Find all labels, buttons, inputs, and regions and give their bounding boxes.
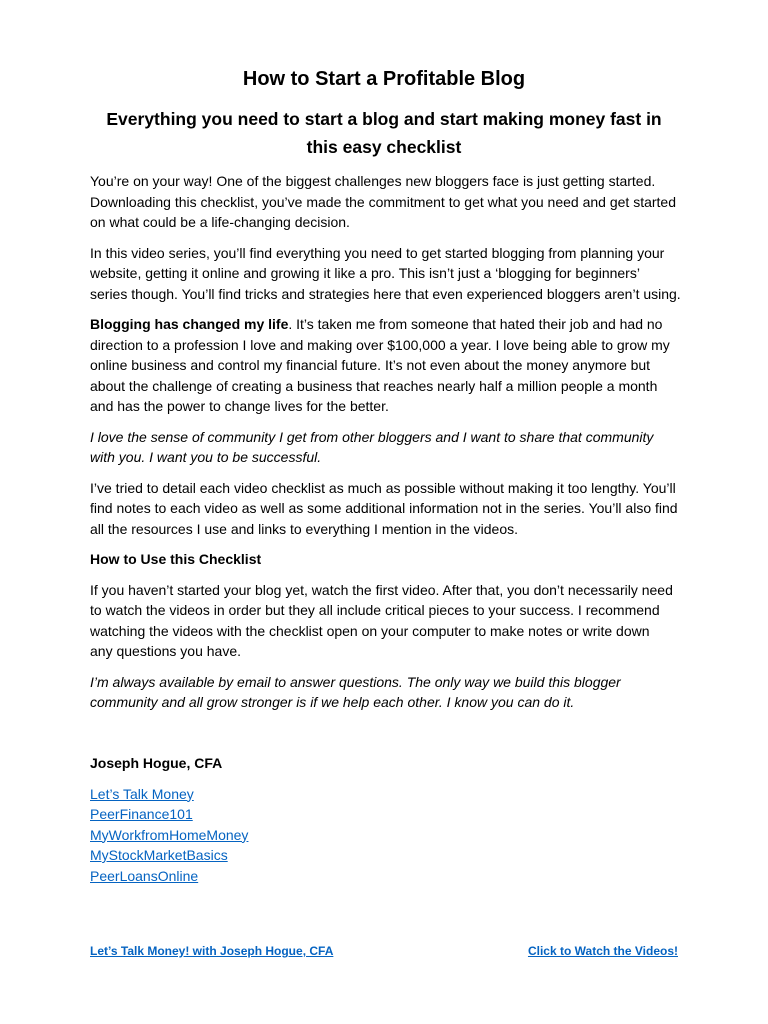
website-link-lets-talk-money[interactable]: Let’s Talk Money (90, 785, 194, 802)
intro-paragraph (90, 171, 690, 233)
subtitle-line: Everything you need to start a blog and start making money fast in (106, 109, 662, 129)
watch-videos-link[interactable]: Click to Watch the Videos! (527, 944, 678, 958)
intro-line: Downloading this checklist, you’ve made the commitment to get what you need and get started (90, 193, 676, 210)
website-link-item (90, 845, 690, 866)
community-line: I love the sense of community I get from other bloggers and I want to share that community (90, 428, 654, 445)
community-paragraph (90, 427, 690, 468)
howto-line: any questions you have. (90, 643, 241, 659)
website-links (90, 784, 690, 887)
subtitle-line: this easy checklist (306, 137, 462, 157)
story-line: online business and control my financial future. It’s not even about the money anymore but (90, 357, 651, 373)
howto-line: to watch the videos in order but they all include critical pieces to your success. I recommend (90, 602, 660, 618)
story-lead-rest: . It’s taken me from someone that hated their job and had no (288, 316, 663, 332)
series-line: In this video series, you’ll find everything you need to get started blogging from planning your (90, 244, 665, 261)
website-link-myworkfromhomemoney[interactable]: MyWorkfromHomeMoney (90, 826, 249, 843)
series-line: website, getting it online and growing it like a pro. This isn’t just a ‘blogging for beginners’ (90, 265, 640, 281)
website-link-peerfinance101[interactable]: PeerFinance101 (90, 806, 193, 822)
footer-lets-talk-money-link[interactable]: Let’s Talk Money! with Joseph Hogue, CFA (90, 944, 334, 958)
website-link-item (90, 825, 690, 846)
story-paragraph (90, 314, 690, 417)
closing-line: community and all grow stronger is if we help each other. I know you can do it. (90, 694, 575, 710)
details-line: find notes to each video as well as some additional information not in the series. You’ll also find (90, 500, 678, 516)
story-line: and has the power to change lives for the better. (90, 398, 389, 414)
howto-line: watching the videos with the checklist open on your computer to make notes or write down (90, 622, 650, 639)
story-line (90, 314, 690, 335)
story-line: direction to a profession I love and making over $100,000 a year. I love being able to grow my (90, 336, 670, 353)
details-line: all the resources I use and links to everything I mention in the videos. (90, 520, 519, 537)
website-link-peerloansonline[interactable]: PeerLoansOnline (90, 867, 199, 884)
blank-line (90, 723, 690, 754)
details-paragraph (90, 478, 690, 540)
details-line: I’ve tried to detail each video checklist as much as possible without making it too lengthy. You’ll (90, 479, 676, 496)
closing-line: I’m always available by email to answer questions. The only way we build this blogger (90, 673, 621, 690)
intro-line: You’re on your way! One of the biggest challenges new bloggers face is just getting started. (90, 173, 656, 189)
document-subtitle (0, 105, 768, 161)
story-lead-bold: Blogging has changed my life (90, 316, 289, 332)
howto-line: If you haven’t started your blog yet, watch the first video. After that, you don’t necessarily need (90, 581, 673, 598)
website-link-item (90, 866, 690, 887)
page-footer (90, 943, 678, 959)
website-link-item (90, 804, 690, 825)
author-signature: Joseph Hogue, CFA (90, 755, 223, 771)
intro-line: on what could be a life-changing decision. (90, 214, 350, 230)
howto-paragraph (90, 580, 690, 662)
howto-heading: How to Use this Checklist (90, 551, 262, 567)
website-link-mystockmarketbasics[interactable]: MyStockMarketBasics (90, 847, 228, 863)
community-line: with you. I want you to be successful. (90, 449, 322, 465)
series-line: series though. You’ll find tricks and strategies here that even experienced bloggers aren’t using. (90, 285, 681, 302)
document-title: How to Start a Profitable Blog (242, 68, 526, 90)
website-link-item (90, 784, 690, 805)
closing-paragraph (90, 672, 690, 713)
document-body (90, 171, 690, 886)
story-line: about the challenge of creating a business that reaches nearly half a million people a month (90, 377, 658, 394)
series-paragraph (90, 243, 690, 305)
